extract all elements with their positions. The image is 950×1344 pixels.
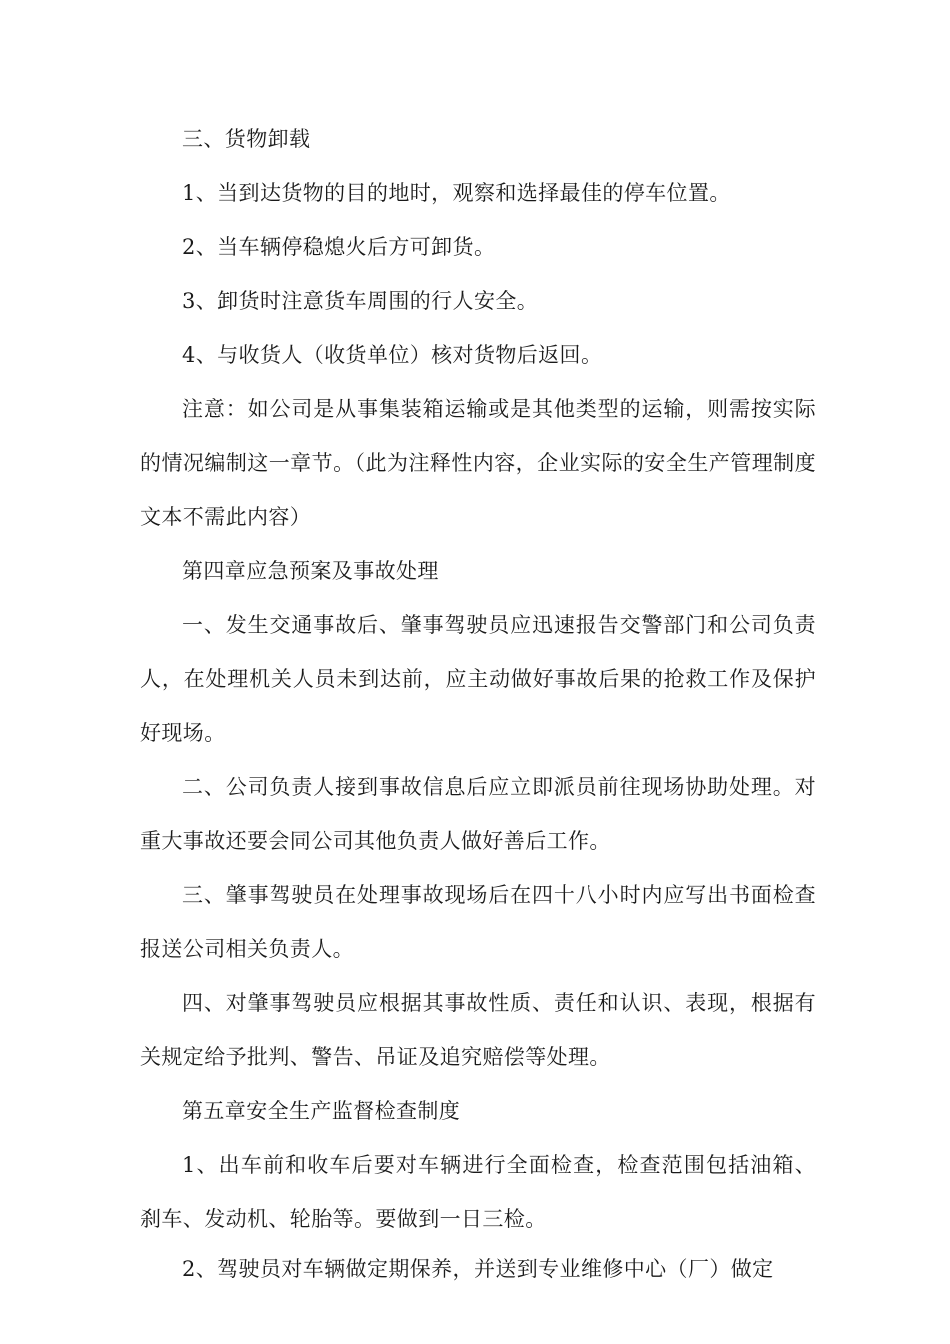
section-heading-unloading: 三、货物卸载: [182, 127, 311, 151]
paragraph-unload-step-2: 2、当车辆停稳熄火后方可卸货。: [182, 235, 496, 259]
paragraph-note: 注意：如公司是从事集装箱运输或是其他类型的运输，则需按实际的情况编制这一章节。（此为注释性内容，企业实际的安全生产管理制度文本不需此内容）: [140, 397, 816, 529]
chapter-heading-5: 第五章安全生产监督检查制度: [182, 1099, 461, 1123]
paragraph-accident-4: 四、对肇事驾驶员应根据其事故性质、责任和认识、表现，根据有关规定给予批判、警告、吊证及追究赔偿等处理。: [140, 991, 816, 1069]
paragraph-unload-step-1: 1、当到达货物的目的地时，观察和选择最佳的停车位置。: [182, 181, 731, 205]
paragraph-unload-step-4: 4、与收货人（收货单位）核对货物后返回。: [182, 343, 603, 367]
paragraph-unload-step-3: 3、卸货时注意货车周围的行人安全。: [182, 289, 539, 313]
chapter-heading-4: 第四章应急预案及事故处理: [182, 559, 439, 583]
paragraph-accident-1: 一、发生交通事故后、肇事驾驶员应迅速报告交警部门和公司负责人，在处理机关人员未到达前，应主动做好事故后果的抢救工作及保护好现场。: [140, 613, 816, 745]
document-body: [140, 112, 816, 1284]
paragraph-inspection-2: 2、驾驶员对车辆做定期保养，并送到专业维修中心（厂）做定: [182, 1257, 774, 1281]
paragraph-accident-2: 二、公司负责人接到事故信息后应立即派员前往现场协助处理。对重大事故还要会同公司其他负责人做好善后工作。: [140, 775, 816, 853]
paragraph-accident-3: 三、肇事驾驶员在处理事故现场后在四十八小时内应写出书面检查报送公司相关负责人。: [140, 883, 816, 961]
paragraph-inspection-1: 1、出车前和收车后要对车辆进行全面检查，检查范围包括油箱、刹车、发动机、轮胎等。要做到一日三检。: [140, 1153, 816, 1231]
